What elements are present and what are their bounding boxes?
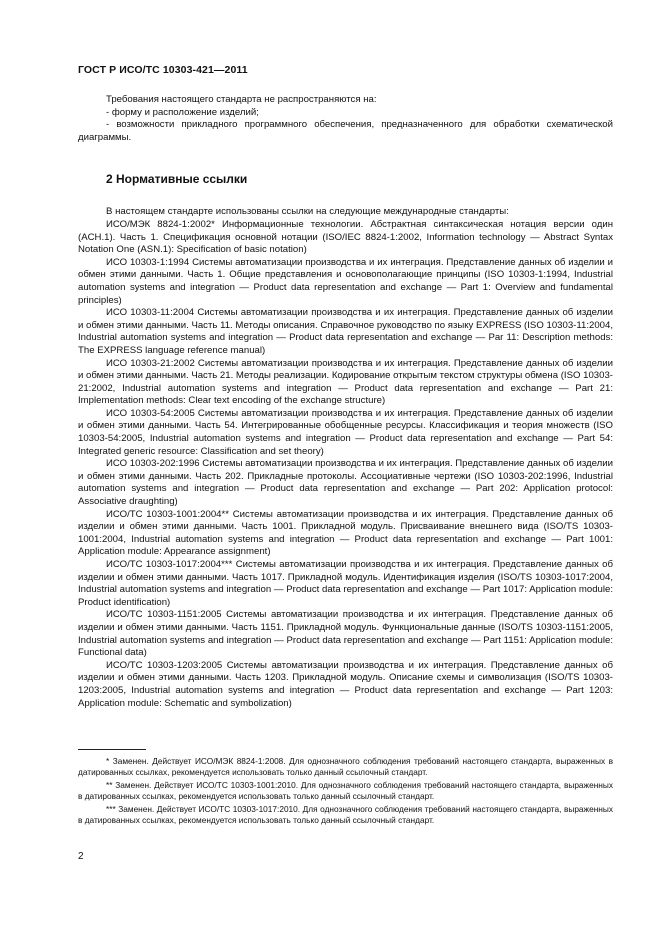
reference-item: ИСО/МЭК 8824-1:2002* Информационные технологии. Абстрактная синтаксическая нотация версии один (ACH.1). Часть 1. Спецификация основной нотации (ISO/IEC 8824-1:2002, Information technology — Abstract Syntax Notation One (ASN.1): Specification of basic notation) [78,218,613,256]
reference-item: ИСО/ТС 10303-1151:2005 Системы автоматизации производства и их интеграция. Представление данных об изделии и обмен этими данными. Часть 1151. Прикладной модуль. Функциональные данные (ISO/TS 10303-1151:2005, Industrial automation systems and integration — Product data representation and exchange — Part 1151: Application module: Functional data) [78,609,613,659]
document-header: ГОСТ Р ИСО/ТС 10303-421—2011 [78,64,248,76]
reference-item: ИСО 10303-21:2002 Системы автоматизации производства и их интеграция. Представление данных об изделии и обмен этими данными. Часть 21. Методы реализации. Кодирование открытым текстом структуры обмена (ISO 10303-21:2002, Industrial automation systems and integration — Product data representation and exchange — Part 21: Implementation methods: Clear text encoding of the exchange structure) [78,357,613,407]
footnote-divider [78,749,146,750]
scope-item: - возможности прикладного программного обеспечения, предназначенного для обработки схематической диаграммы. [78,119,613,143]
footnote: * Заменен. Действует ИСО/МЭК 8824-1:2008. Для однозначного соблюдения требований настоящего стандарта, выраженных в датированных ссылках, рекомендуется использовать только данный ссылочный стандарт. [78,756,613,778]
reference-item: ИСО 10303-1:1994 Системы автоматизации производства и их интеграция. Представление данных об изделии и обмен этими данными. Часть 1. Общие представления и основополагающие принципы (ISO 10303-1:1994, Industrial automation systems and integration — Product data representation and exchange — Part 1: Overview and fundamental principles) [78,256,613,306]
reference-item: ИСО/ТС 10303-1001:2004** Системы автоматизации производства и их интеграция. Представление данных об изделии и обмен этими данными. Часть 1001. Прикладной модуль. Присваивание внешнего вида (ISO/TS 10303-1001:2004, Industrial automation systems and integration — Product data representation and exchange — Part 1001: Application module: Appearance assignment) [78,508,613,558]
page-number: 2 [78,851,84,862]
reference-item: ИСО 10303-11:2004 Системы автоматизации производства и их интеграция. Представление данных об изделии и обмен этими данными. Часть 11. Методы описания. Справочное руководство по языку EXPRESS (ISO 10303-11:2004, Industrial automation systems and integration — Product data representation and exchange — Par 11: Description methods: The EXPRESS language reference manual) [78,307,613,356]
footnote: *** Заменен. Действует ИСО/ТС 10303-1017:2010. Для однозначного соблюдения требований настоящего стандарта, выраженных в датированных ссылках, рекомендуется использовать только данный ссылочный стандарт. [78,803,613,826]
footnotes [78,756,613,827]
reference-item: ИСО 10303-54:2005 Системы автоматизации производства и их интеграция. Представление данных об изделии и обмен этими данными. Часть 54. Интегрированные обобщенные ресурсы. Классификация и теория множеств (ISO 10303-54:2005, Industrial automation systems and integration — Product data representation and exchange — Part 54: Integrated generic resource: Classification and set theory) [78,407,613,457]
main-content [78,94,613,710]
scope-item: - форму и расположение изделий; [106,106,259,118]
reference-item: ИСО/ТС 10303-1203:2005 Системы автоматизации производства и их интеграция. Представление данных об изделии и обмен этими данными. Часть 1203. Прикладной модуль. Описание схемы и символизация (ISO/TS 10303-1203:2005, Industrial automation systems and integration — Product data representation and exchange — Part 1203: Application module: Schematic and symbolization) [78,659,613,709]
section-intro: В настоящем стандарте использованы ссылки на следующие международные стандарты: [106,206,509,218]
section-title: 2 Нормативные ссылки [106,172,248,187]
scope-intro: Требования настоящего стандарта не распространяются на: [106,94,377,105]
footnote: ** Заменен. Действует ИСО/ТС 10303-1001:2010. Для однозначного соблюдения требований настоящего стандарта, выраженных в датированных ссылках, рекомендуется использовать только данный ссылочный стандарт. [78,779,613,802]
reference-item: ИСО 10303-202:1996 Системы автоматизации производства и их интеграция. Представление данных об изделии и обмен этими данными. Часть 202. Прикладные протоколы. Ассоциативные чертежи (ISO 10303-202:1996, Industrial automation systems and integration — Product data representation and exchange — Part 202: Application protocol: Associative draughting) [78,458,613,508]
reference-item: ИСО/ТС 10303-1017:2004*** Системы автоматизации производства и их интеграция. Представление данных об изделии и обмен этими данными. Часть 1017. Прикладной модуль. Идентификация изделия (ISO/TS 10303-1017:2004, Industrial automation systems and integration — Product data representation and exchange — Part 1017: Application module: Product identification) [78,559,613,608]
